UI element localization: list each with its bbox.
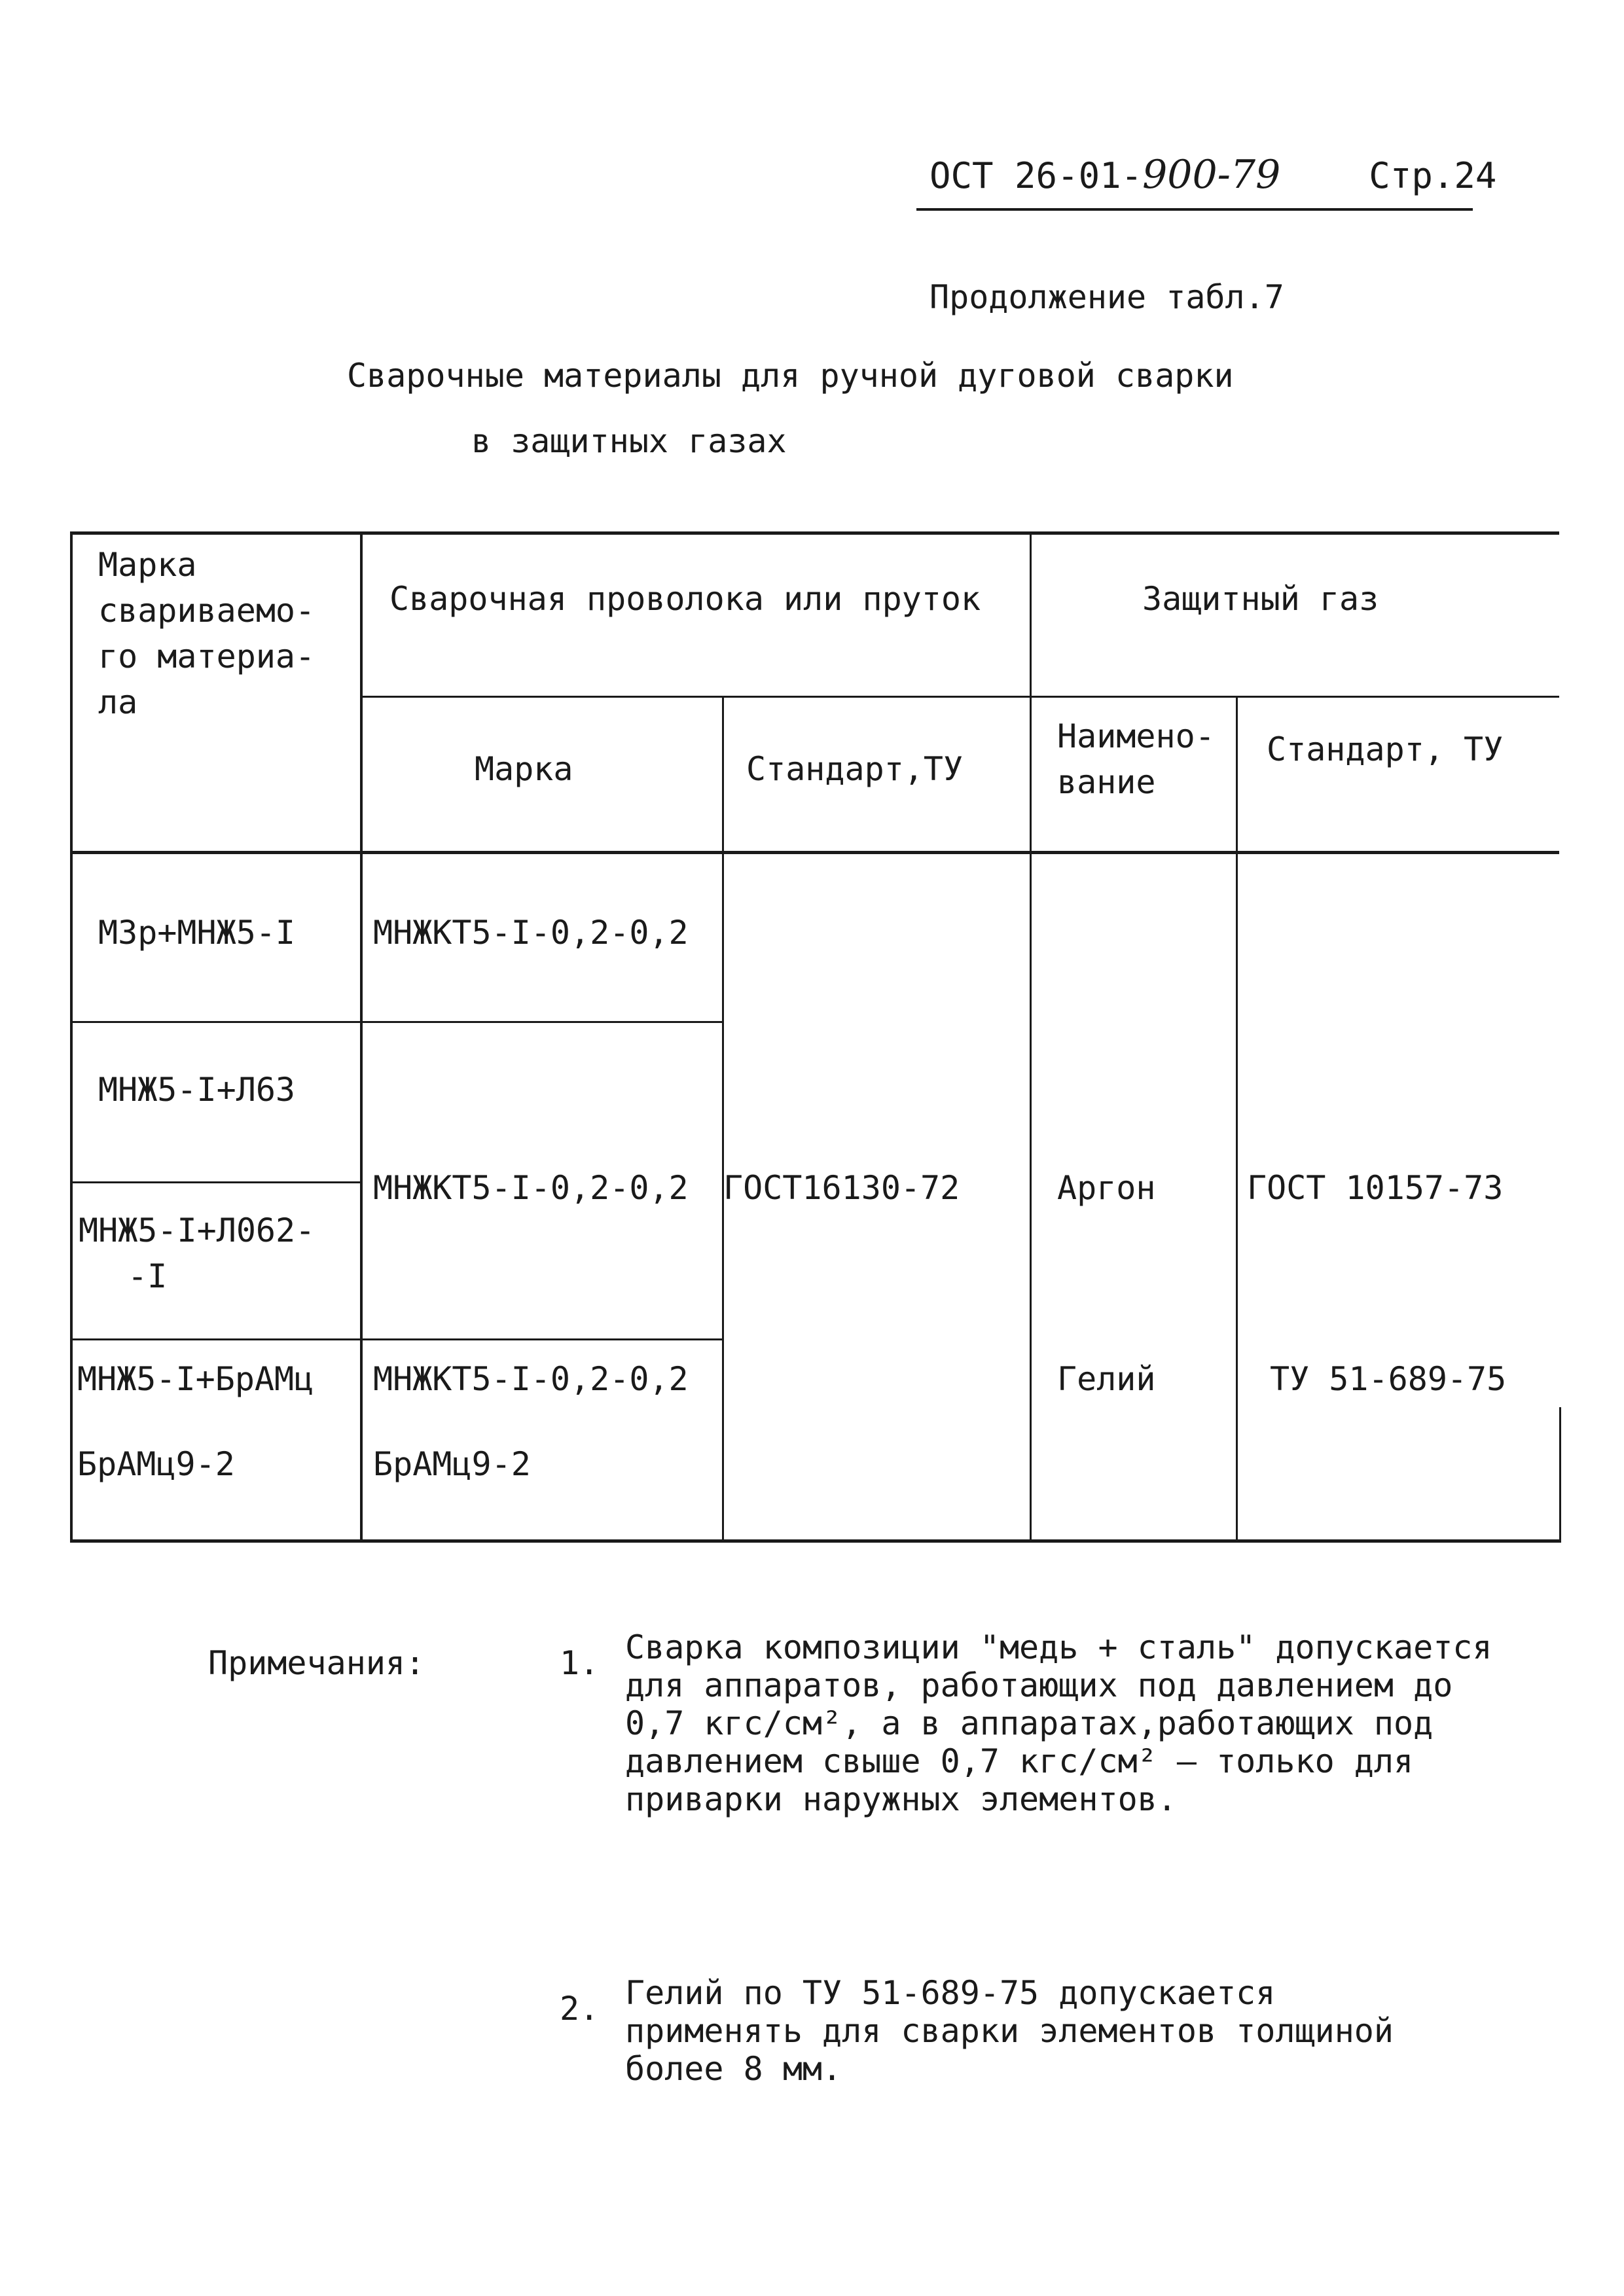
gas-argon-standard: ГОСТ 10157-73 xyxy=(1247,1169,1504,1207)
table-title-line1: Сварочные материалы для ручной дуговой сварки xyxy=(347,357,1234,395)
header-wire-group: Сварочная проволока или пруток xyxy=(389,580,981,618)
header-gas-group: Защитный газ xyxy=(1142,580,1379,618)
page-number: Стр.24 xyxy=(1369,155,1497,196)
row-1-material: МЗр+МНЖ5-I xyxy=(98,914,296,952)
row-rule-1 xyxy=(70,1021,723,1023)
header-rule xyxy=(916,208,1473,211)
column-divider-4 xyxy=(1236,696,1238,1543)
note-1-number: 1. xyxy=(560,1644,600,1682)
row-3-material: МНЖ5-I+Л062- -I xyxy=(79,1211,316,1295)
wire-standard-value: ГОСТ16130-72 xyxy=(723,1169,960,1207)
row-4-material: МНЖ5-I+БрАМц БрАМц9-2 xyxy=(77,1360,314,1483)
gas-helium-standard: ТУ 51-689-75 xyxy=(1270,1360,1507,1398)
row-4-wire: МНЖКТ5-I-0,2-0,2 БрАМц9-2 xyxy=(373,1360,689,1483)
document-code-prefix: ОСТ 26-01- xyxy=(929,155,1143,196)
table-title-line2: в защитных газах xyxy=(471,422,787,460)
row-2-material: МНЖ5-I+Л63 xyxy=(98,1071,296,1109)
header-wire-standard: Стандарт,ТУ xyxy=(746,750,964,788)
row-3-wire: МНЖКТ5-I-0,2-0,2 xyxy=(373,1169,689,1207)
note-2-number: 2. xyxy=(560,1990,600,2028)
header-gas-name: Наимено- вание xyxy=(1057,717,1215,801)
table-top-rule xyxy=(70,531,1559,535)
document-code xyxy=(929,152,1496,198)
row-rule-2 xyxy=(70,1181,361,1183)
gas-argon-name: Аргон xyxy=(1057,1169,1156,1207)
header-material-grade: Марка свариваемо- го материа- ла xyxy=(98,546,316,721)
column-divider-1 xyxy=(360,531,363,1543)
table-left-border xyxy=(70,531,73,1543)
table-bottom-rule xyxy=(70,1539,1559,1543)
note-1-text: Сварка композиции "медь + сталь" допускается для аппаратов, работающих под давлением до 0,7 кгс/см², а в аппаратах,работающих под давлением свыше 0,7 кгс/см² – только для приварки наружных элементов. xyxy=(625,1628,1492,1818)
table-right-edge xyxy=(1559,1407,1561,1543)
column-divider-2 xyxy=(722,696,724,1543)
gas-helium-name: Гелий xyxy=(1057,1360,1156,1398)
note-2-text: Гелий по ТУ 51-689-75 допускается применять для сварки элементов толщиной более 8 мм. xyxy=(625,1974,1394,2088)
row-1-wire: МНЖКТ5-I-0,2-0,2 xyxy=(373,914,689,952)
header-bottom-rule xyxy=(70,851,1559,854)
row-rule-3 xyxy=(70,1338,723,1340)
table-continuation: Продолжение табл.7 xyxy=(929,278,1284,316)
column-divider-3 xyxy=(1030,531,1032,1543)
header-split-rule xyxy=(361,696,1559,698)
header-wire-grade: Марка xyxy=(475,750,573,788)
header-gas-standard: Стандарт, ТУ xyxy=(1267,730,1504,768)
notes-label: Примечания: xyxy=(208,1644,425,1682)
document-code-number: 900-79 xyxy=(1142,152,1281,198)
